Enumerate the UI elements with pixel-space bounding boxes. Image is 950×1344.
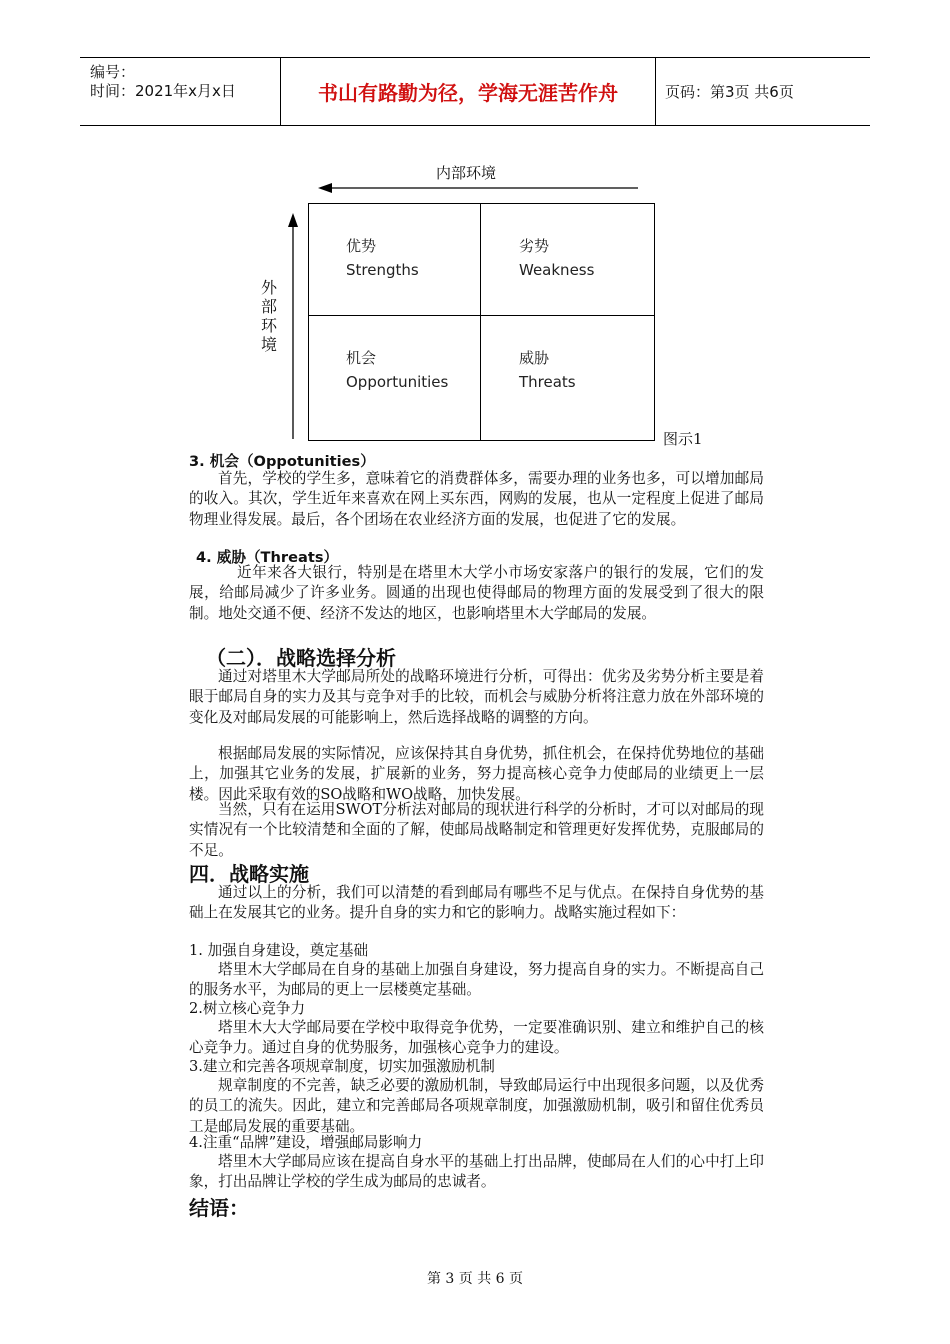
cell-opportunities [346, 346, 448, 394]
grid-vertical-divider [480, 204, 481, 440]
cell-weakness-en: Weakness [519, 261, 595, 279]
item-2-text: 塔里木大大学邮局要在学校中取得竞争优势，一定要准确识别、建立和维护自己的核心竞争力。通过自身的优势服务，加强核心竞争力的建设。 [189, 1019, 764, 1057]
page-indicator: 页码：第3页 共6页 [665, 83, 794, 101]
item-3-title: 3.建立和完善各项规章制度，切实加强激励机制 [189, 1058, 495, 1075]
section-threats-title: 4. 威胁（Threats） [196, 549, 339, 566]
implementation-intro: 通过以上的分析，我们可以清楚的看到邮局有哪些不足与优点。在保持自身优势的基础上在发展其它的业务。提升自身的实力和它的影响力。战略实施过程如下： [189, 884, 764, 922]
grid-horizontal-divider [309, 315, 654, 316]
strategy-paragraph-3: 当然，只有在运用SWOT分析法对邮局的现状进行科学的分析时，才可以对邮局的现实情况有一个比较清楚和全面的了解，使邮局战略制定和管理更好发挥优势，克服邮局的不足。 [189, 801, 764, 859]
cell-weakness [519, 234, 594, 282]
cell-threats [519, 346, 576, 394]
cell-strengths-cn: 优势 [346, 237, 377, 255]
figure-caption: 图示1 [663, 430, 703, 448]
item-1-text: 塔里木大学邮局在自身的基础上加强自身建设，努力提高自身的实力。不断提高自己的服务水平，为邮局的更上一层楼奠定基础。 [189, 961, 764, 999]
number-label: 编号： [90, 63, 136, 81]
strategy-paragraph-2: 根据邮局发展的实际情况，应该保持其自身优势，抓住机会，在保持优势地位的基础上，加强其它业务的发展，扩展新的业务，努力提高核心竞争力使邮局的业绩更上一层楼。因此采取有效的SO战略和WO战略，加快发展。 [189, 745, 764, 803]
strategy-paragraph-1: 通过对塔里木大学邮局所处的战略环境进行分析，可得出：优劣及劣势分析主要是着眼于邮局自身的实力及其与竞争对手的比较，而机会与威胁分析将注意力放在外部环境的变化及对邮局发展的可能影响上，然后选择战略的调整的方向。 [189, 668, 764, 726]
cell-weakness-cn: 劣势 [519, 237, 550, 255]
swot-diagram [254, 155, 658, 442]
section-opportunities-title: 3. 机会（Oppotunities） [189, 453, 375, 470]
header-meta [80, 58, 281, 125]
item-3-text: 规章制度的不完善，缺乏必要的激励机制，导致邮局运行中出现很多问题，以及优秀的员工的流失。因此，建立和完善邮局各项规章制度，加强激励机制，吸引和留住优秀员工是邮局发展的重要基础。 [189, 1077, 764, 1135]
item-2-title: 2.树立核心竞争力 [189, 1000, 306, 1017]
item-4-text: 塔里木大学邮局应该在提高自身水平的基础上打出品牌，使邮局在人们的心中打上印象，打出品牌让学校的学生成为邮局的忠诚者。 [189, 1153, 764, 1191]
section-opportunities-text: 首先，学校的学生多，意味着它的消费群体多，需要办理的业务也多，可以增加邮局的收入。其次，学生近年来喜欢在网上买东西，网购的发展，也从一定程度上促进了邮局物理业得发展。最后，各个团场在农业经济方面的发展，也促进了它的发展。 [189, 470, 764, 528]
conclusion-title: 结语： [189, 1196, 249, 1220]
external-env-label: 外部环境 [260, 278, 277, 354]
swot-grid [308, 203, 655, 441]
page-header [80, 57, 870, 126]
page-footer: 第 3 页 共 6 页 [426, 1271, 524, 1287]
cell-threats-en: Threats [519, 373, 576, 391]
cell-threats-cn: 威胁 [519, 349, 550, 367]
item-4-title: 4.注重“品牌”建设，增强邮局影响力 [189, 1134, 423, 1151]
section-threats-text: 近年来各大银行，特别是在塔里木大学小市场安家落户的银行的发展，它们的发展，给邮局减少了许多业务。圆通的出现也使得邮局的物理方面的发展受到了很大的限制。地处交通不便、经济不发达的地区，也影响塔里木大学邮局的发展。 [189, 564, 764, 622]
date-label: 时间：2021年x月x日 [90, 82, 236, 100]
strategy-title: （二）．战略选择分析 [206, 646, 396, 670]
implementation-title: 四．战略实施 [189, 862, 309, 886]
cell-strengths-en: Strengths [346, 261, 419, 279]
cell-strengths [346, 234, 419, 282]
cell-opportunities-en: Opportunities [346, 373, 449, 391]
header-motto: 书山有路勤为径，学海无涯苦作舟 [281, 58, 656, 125]
internal-env-label: 内部环境 [436, 164, 497, 182]
cell-opportunities-cn: 机会 [346, 349, 377, 367]
item-1-title: 1. 加强自身建设，奠定基础 [189, 942, 369, 959]
